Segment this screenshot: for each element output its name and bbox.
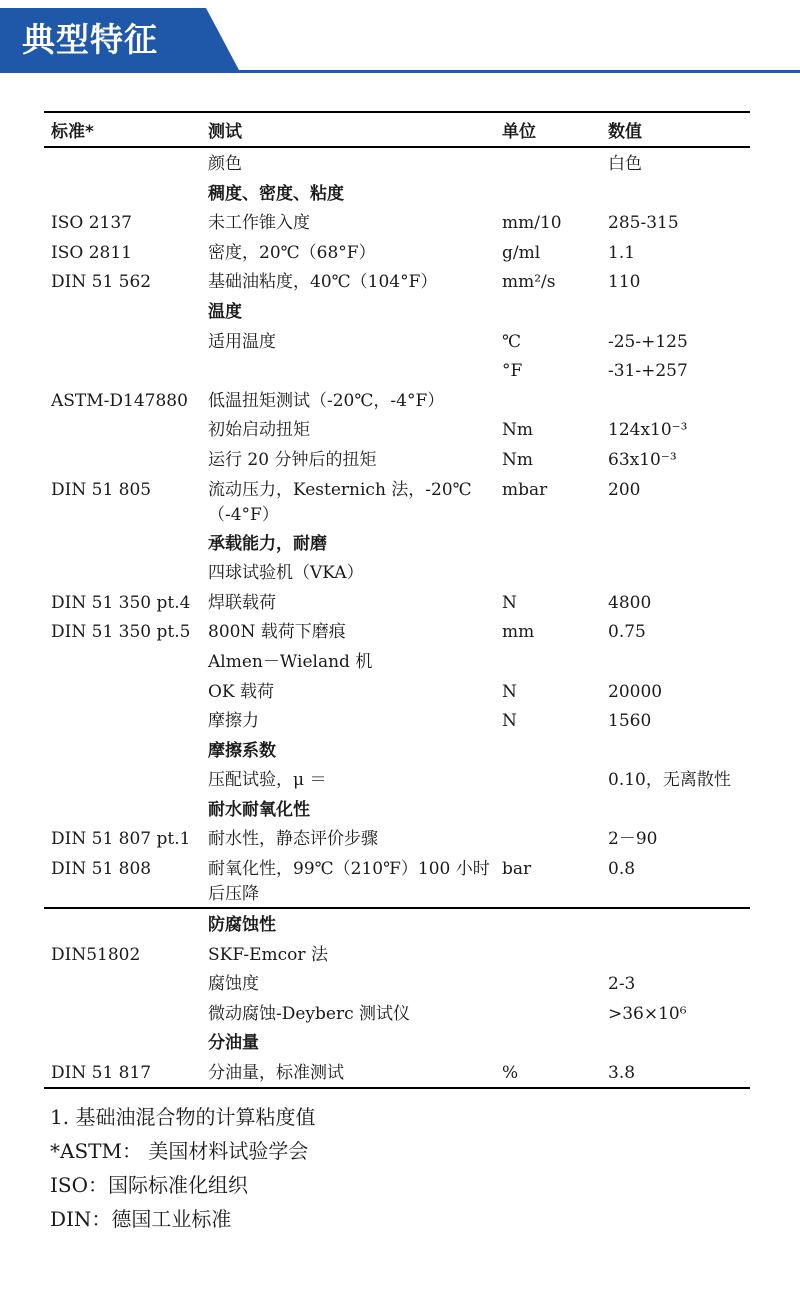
- cell-value: [608, 528, 750, 532]
- cell-value: [608, 646, 750, 650]
- footnote: *ASTM： 美国材料试验学会: [50, 1139, 309, 1163]
- cell-value: 63x10⁻³: [608, 449, 677, 470]
- cell-standard: [44, 444, 208, 448]
- table-row: [44, 414, 750, 444]
- cell-value: 0.8: [608, 859, 636, 880]
- cell-value: 1.1: [608, 242, 636, 263]
- cell-test: 焊联载荷: [208, 592, 276, 613]
- table-row: [44, 968, 750, 998]
- cell-value: 20000: [608, 681, 663, 702]
- cell-test: 耐水耐氧化性: [208, 799, 310, 820]
- cell-standard: DIN 51 562: [51, 272, 152, 293]
- cell-unit: ℃: [502, 331, 522, 352]
- cell-value: 1560: [608, 711, 652, 732]
- cell-test: 承载能力，耐磨: [208, 533, 327, 554]
- table-row: [44, 355, 750, 385]
- cell-value: [608, 1027, 750, 1031]
- cell-standard: DIN 51 808: [51, 859, 152, 880]
- cell-unit: N: [502, 592, 517, 613]
- cell-standard: [44, 735, 208, 739]
- cell-test: 密度，20℃（68°F）: [208, 242, 376, 263]
- cell-value: [608, 794, 750, 798]
- cell-unit: [502, 646, 608, 650]
- cell-test: OK 载荷: [208, 681, 275, 702]
- cell-test: 基础油粘度，40℃（104°F）: [208, 272, 438, 293]
- cell-standard: [44, 909, 208, 913]
- cell-standard: [44, 764, 208, 768]
- cell-test: 初始启动扭矩: [208, 420, 310, 441]
- table-row: [44, 237, 750, 267]
- cell-standard: ASTM-D147880: [51, 390, 188, 411]
- cell-standard: DIN 51 350 pt.5: [51, 622, 191, 643]
- cell-standard: [44, 414, 208, 418]
- cell-standard: [44, 296, 208, 300]
- cell-standard: [44, 557, 208, 561]
- cell-unit: mm: [502, 622, 535, 643]
- cell-unit: g/ml: [502, 242, 541, 263]
- cell-test: 压配试验，μ ＝: [208, 770, 327, 791]
- table-header: [44, 113, 750, 146]
- cell-unit: [502, 794, 608, 798]
- cell-unit: °F: [502, 361, 523, 382]
- cell-unit: N: [502, 681, 517, 702]
- table-row: [44, 853, 750, 907]
- cell-value: -25-+125: [608, 331, 688, 352]
- cell-test: 低温扭矩测试（-20℃，-4°F）: [208, 390, 445, 411]
- table-row: [44, 587, 750, 617]
- cell-value: [608, 385, 750, 389]
- cell-test: 摩擦系数: [208, 740, 276, 761]
- cell-unit: [502, 178, 608, 182]
- cell-unit: [502, 1027, 608, 1031]
- table-row: [44, 998, 750, 1028]
- cell-test: SKF-Emcor 法: [208, 944, 328, 965]
- cell-unit: [502, 764, 608, 768]
- table-row: [44, 148, 750, 178]
- footnote: DIN：德国工业标准: [50, 1207, 232, 1231]
- cell-test: 腐蚀度: [208, 974, 259, 995]
- table-row: [44, 1057, 750, 1087]
- cell-unit: [502, 528, 608, 532]
- cell-value: [608, 909, 750, 913]
- cell-standard: DIN 51 807 pt.1: [51, 829, 191, 850]
- header-test: 测试: [208, 122, 242, 142]
- cell-unit: N: [502, 711, 517, 732]
- table-row: [44, 676, 750, 706]
- cell-unit: Nm: [502, 420, 533, 441]
- cell-standard: [44, 646, 208, 650]
- page-title: 典型特征: [22, 20, 158, 59]
- cell-standard: [44, 528, 208, 532]
- cell-test: Almen－Wieland 机: [208, 651, 373, 672]
- cell-unit: [502, 385, 608, 389]
- cell-value: 285-315: [608, 213, 679, 234]
- cell-test: 分油量，标准测试: [208, 1063, 344, 1084]
- cell-standard: [44, 148, 208, 152]
- table-body-part1: [44, 148, 750, 907]
- cell-standard: ISO 2137: [51, 213, 132, 234]
- table-bottom-rule: [44, 1087, 750, 1089]
- cell-unit: [502, 557, 608, 561]
- table-section-row: [44, 909, 750, 939]
- cell-standard: [44, 178, 208, 182]
- cell-unit: mbar: [502, 479, 548, 500]
- table-row: [44, 385, 750, 415]
- properties-table: [44, 111, 750, 1089]
- header-unit: 单位: [502, 122, 536, 142]
- table-row: [44, 474, 750, 528]
- cell-unit: [502, 998, 608, 1002]
- header-standard: 标准*: [51, 122, 94, 142]
- cell-value: 3.8: [608, 1063, 636, 1084]
- cell-standard: [44, 355, 208, 359]
- table-row: [44, 557, 750, 587]
- cell-value: [608, 178, 750, 182]
- cell-value: 白色: [608, 154, 642, 174]
- cell-unit: [502, 735, 608, 739]
- cell-value: [608, 939, 750, 943]
- table-section-row: [44, 528, 750, 558]
- cell-standard: DIN51802: [51, 944, 141, 965]
- cell-standard: [44, 968, 208, 972]
- cell-value: [608, 557, 750, 561]
- cell-standard: [44, 676, 208, 680]
- table-row: [44, 939, 750, 969]
- section-banner: [0, 0, 800, 80]
- cell-test: 运行 20 分钟后的扭矩: [208, 449, 377, 470]
- table-row: [44, 705, 750, 735]
- cell-test: 微动腐蚀-Deyberc 测试仪: [208, 1003, 411, 1024]
- cell-test: 耐水性，静态评价步骤: [208, 829, 378, 850]
- table-row: [44, 326, 750, 356]
- cell-test: 颜色: [208, 154, 242, 174]
- table-row: [44, 444, 750, 474]
- cell-unit: bar: [502, 859, 532, 880]
- cell-standard: [44, 326, 208, 330]
- table-row: [44, 616, 750, 646]
- cell-unit: [502, 968, 608, 972]
- cell-test: 耐氧化性，99℃（210℉）100 小时后压降: [208, 859, 490, 905]
- cell-value: -31-+257: [608, 361, 688, 382]
- cell-unit: mm²/s: [502, 272, 556, 293]
- cell-unit: [502, 148, 608, 152]
- cell-test: 分油量: [208, 1033, 259, 1054]
- cell-value: 0.10，无离散性: [608, 770, 731, 791]
- banner-rule: [0, 70, 800, 73]
- cell-value: 200: [608, 479, 641, 500]
- table-section-row: [44, 1027, 750, 1057]
- cell-unit: [502, 939, 608, 943]
- cell-value: >36×10⁶: [608, 1003, 687, 1024]
- footnotes: [50, 1100, 315, 1236]
- cell-test: 四球试验机（VKA）: [208, 563, 364, 584]
- table-row: [44, 266, 750, 296]
- cell-unit: Nm: [502, 449, 533, 470]
- cell-unit: [502, 296, 608, 300]
- table-row: [44, 646, 750, 676]
- cell-unit: [502, 909, 608, 913]
- cell-test: 800N 载荷下磨痕: [208, 622, 346, 643]
- cell-standard: [44, 794, 208, 798]
- cell-test: 稠度、密度、粘度: [208, 183, 344, 204]
- header-value: 数值: [608, 122, 642, 142]
- cell-standard: DIN 51 817: [51, 1063, 152, 1084]
- cell-unit: [502, 823, 608, 827]
- cell-unit: mm/10: [502, 213, 562, 234]
- cell-standard: ISO 2811: [51, 242, 132, 263]
- cell-value: 2－90: [608, 829, 658, 850]
- cell-standard: [44, 705, 208, 709]
- cell-standard: DIN 51 805: [51, 479, 152, 500]
- cell-test: 适用温度: [208, 331, 276, 352]
- cell-value: 110: [608, 272, 641, 293]
- cell-test: 未工作锥入度: [208, 213, 310, 234]
- cell-value: 124x10⁻³: [608, 420, 688, 441]
- table-row: [44, 764, 750, 794]
- cell-value: [608, 296, 750, 300]
- cell-standard: [44, 998, 208, 1002]
- cell-standard: DIN 51 350 pt.4: [51, 592, 191, 613]
- table-section-row: [44, 296, 750, 326]
- table-row: [44, 207, 750, 237]
- footnote: 1. 基础油混合物的计算粘度值: [50, 1105, 316, 1129]
- cell-test: 防腐蚀性: [208, 915, 276, 936]
- cell-value: 0.75: [608, 622, 646, 643]
- table-section-row: [44, 178, 750, 208]
- table-row: [44, 823, 750, 853]
- cell-test: 流动压力，Kesternich 法，-20℃（-4°F）: [208, 479, 472, 525]
- cell-unit: %: [502, 1063, 519, 1084]
- cell-test: 温度: [208, 301, 242, 322]
- cell-value: 2-3: [608, 974, 636, 995]
- cell-value: [608, 735, 750, 739]
- table-body-part2: [44, 909, 750, 1087]
- table-section-row: [44, 794, 750, 824]
- cell-value: 4800: [608, 592, 652, 613]
- cell-test: 摩擦力: [208, 711, 259, 732]
- table-section-row: [44, 735, 750, 765]
- cell-test: [208, 355, 502, 359]
- footnote: ISO：国际标准化组织: [50, 1173, 248, 1197]
- cell-standard: [44, 1027, 208, 1031]
